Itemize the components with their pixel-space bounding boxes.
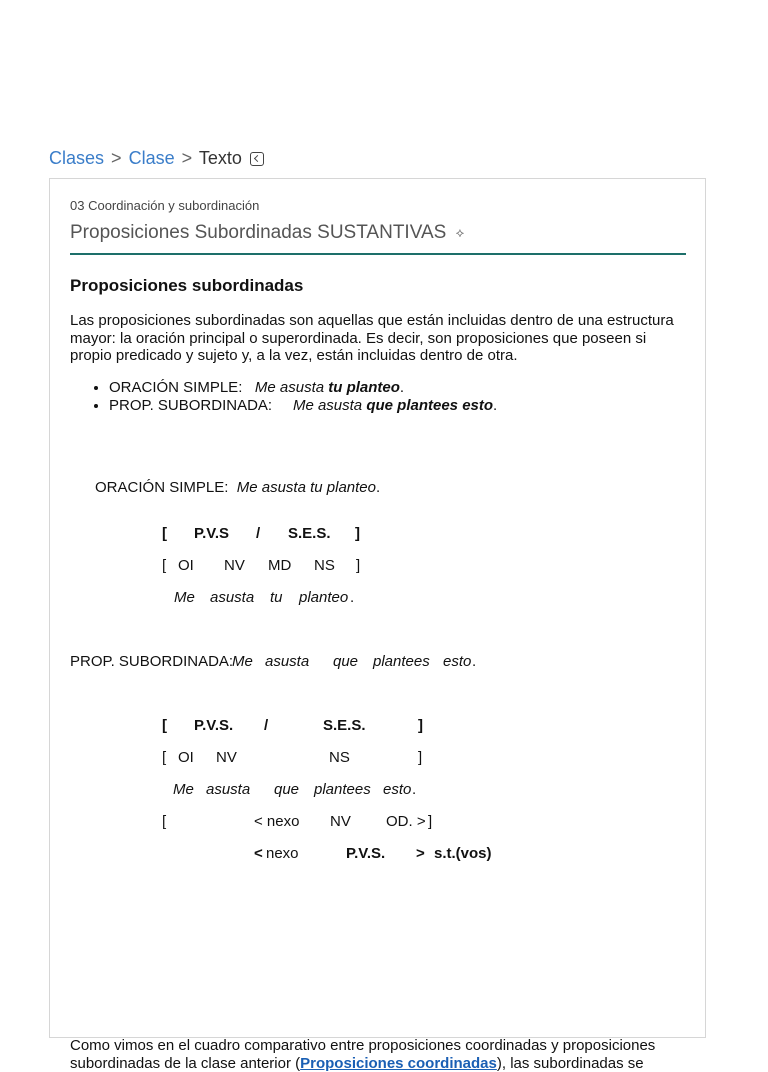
lesson-content: Proposiciones subordinadas Las proposiciones subordinadas son aquellas que están incluidas dentro de una estructura mayor: la oración principal o superordinada. Es decir, son proposiciones que poseen si propio predicado y sujeto y, a la vez, están incluidas dentro de otra. • ORACIÓN SIMPLE: Me asusta tu planteo. • PROP. SUBORDINADA: Me asusta que plantees esto. ORACIÓN SIMPLE: Me asusta tu planteo. [ P.V.S / S.E.S. ] [ OI NV MD NS ] Me asusta tu planteo . PROP. SUBORDINADA: Me asusta que plantees esto . [ P.V.S. / S.E.S. ] [ OI NV NS ] Me asusta que plantees esto . [ < nexo NV OD. > ] < nexo P.V.S. > s.t.(vos) Como vimos en el cuadro comparativo entre proposiciones coordinadas y proposiciones subordinadas de la clase anterior (Proposiciones coordinadas), las subordinadas se	[70, 275, 686, 297]
simple-sentence-line: ORACIÓN SIMPLE: Me asusta tu planteo.	[95, 479, 381, 496]
collapse-icon[interactable]	[250, 152, 264, 166]
unit-label: 03 Coordinación y subordinación	[70, 198, 260, 213]
examples-list	[90, 379, 497, 414]
page-title-text: Proposiciones Subordinadas SUSTANTIVAS	[70, 222, 447, 244]
list-item: • PROP. SUBORDINADA: Me asusta que plantees esto.	[109, 397, 497, 415]
breadcrumb-current: Texto	[198, 148, 242, 168]
section-heading: Proposiciones subordinadas	[70, 276, 304, 295]
proposiciones-coordinadas-link[interactable]: Proposiciones coordinadas	[300, 1054, 497, 1072]
graph-icon[interactable]: ⟡	[455, 225, 465, 240]
breadcrumb	[49, 146, 264, 170]
breadcrumb-separator: >	[181, 148, 193, 168]
page-title	[70, 219, 686, 255]
breadcrumb-separator: >	[111, 148, 122, 168]
intro-paragraph: Las proposiciones subordinadas son aquellas que están incluidas dentro de una estructura mayor: la oración principal o superordinada. Es decir, son proposiciones que poseen si propio predicado y sujeto y, a la vez, están incluidas dentro de otra.	[70, 312, 674, 364]
bottom-paragraph: Como vimos en el cuadro comparativo entre proposiciones coordinadas y proposiciones subordinadas de la clase anterior (Proposiciones coordinadas), las subordinadas se	[70, 1037, 656, 1072]
breadcrumb-link-clase[interactable]: Clase	[128, 148, 175, 168]
content-card	[49, 178, 706, 1072]
breadcrumb-link-clases[interactable]: Clases	[49, 148, 105, 168]
card-header	[70, 197, 686, 255]
list-item: • ORACIÓN SIMPLE: Me asusta tu planteo.	[109, 379, 497, 397]
